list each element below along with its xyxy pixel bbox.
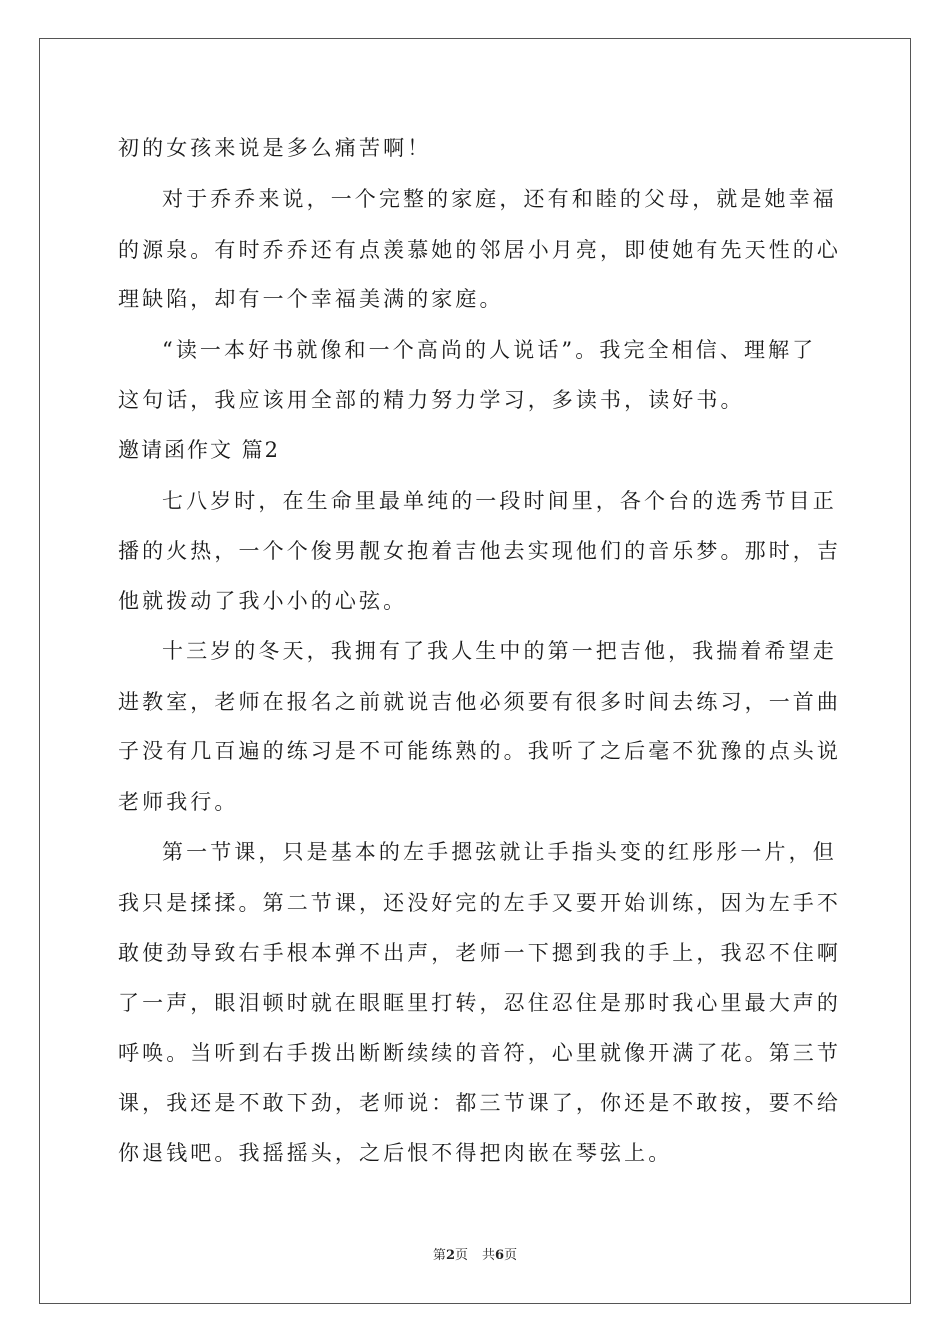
text-line: 了一声，眼泪顿时就在眼眶里打转，忍住忍住是那时我心里最大声的 (118, 991, 841, 1015)
text-line: 呼唤。当听到右手拨出断断续续的音符，心里就像开满了花。第三节 (118, 1041, 841, 1065)
text-line: 子没有几百遍的练习是不可能练熟的。我听了之后毫不犹豫的点头说 (118, 739, 841, 763)
page-footer (0, 1248, 950, 1264)
text-line: 十三岁的冬天，我拥有了我人生中的第一把吉他，我揣着希望走 (162, 639, 837, 663)
text-line: 播的火热，一个个俊男靓女抱着吉他去实现他们的音乐梦。那时，吉 (118, 539, 841, 563)
text-line: 理缺陷，却有一个幸福美满的家庭。 (118, 287, 504, 311)
text-line: 课，我还是不敢下劲，老师说：都三节课了，你还是不敢按，要不给 (118, 1091, 841, 1115)
text-line: 初的女孩来说是多么痛苦啊！ (118, 136, 432, 160)
section-heading: 邀请函作文 篇2 (118, 438, 281, 462)
text-line: 这句话，我应该用全部的精力努力学习，多读书，读好书。 (118, 388, 745, 412)
text-line: 的源泉。有时乔乔还有点羡慕她的邻居小月亮，即使她有先天性的心 (118, 238, 841, 262)
text-line: 对于乔乔来说，一个完整的家庭，还有和睦的父母，就是她幸福 (162, 187, 837, 211)
text-line: 我只是揉揉。第二节课，还没好完的左手又要开始训练，因为左手不 (118, 891, 841, 915)
text-line: 他就拨动了我小小的心弦。 (118, 589, 408, 613)
text-line: 进教室，老师在报名之前就说吉他必须要有很多时间去练习，一首曲 (118, 690, 841, 714)
text-line: 老师我行。 (118, 790, 239, 814)
text-line: 第一节课，只是基本的左手摁弦就让手指头变的红彤彤一片，但 (162, 840, 837, 864)
text-line: “读一本好书就像和一个高尚的人说话”。我完全相信、理解了 (162, 338, 817, 362)
page-total: 共6页 (482, 1248, 518, 1263)
text-line: 你退钱吧。我摇摇头，之后恨不得把肉嵌在琴弦上。 (118, 1141, 673, 1165)
page-number: 第2页 (432, 1248, 468, 1263)
text-line: 七八岁时，在生命里最单纯的一段时间里，各个台的选秀节目正 (162, 489, 837, 513)
text-line: 敢使劲导致右手根本弹不出声，老师一下摁到我的手上，我忍不住啊 (118, 941, 841, 965)
